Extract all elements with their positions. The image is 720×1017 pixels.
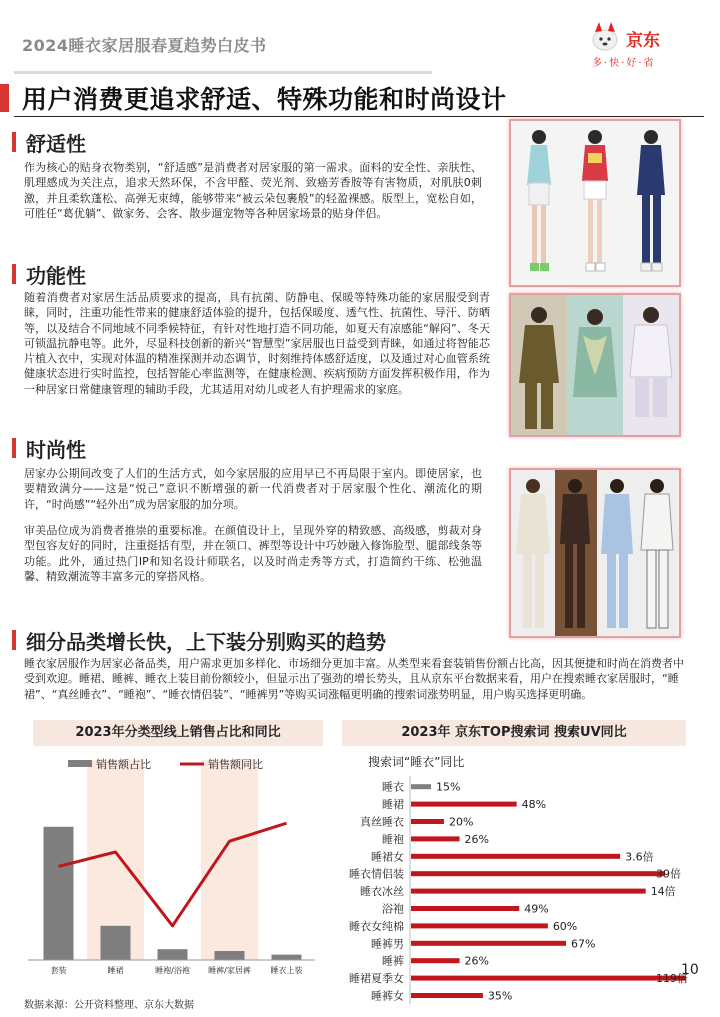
right-chart-title: 2023年 京东TOP搜索词 搜索UV同比 <box>342 720 686 746</box>
bar <box>411 871 665 876</box>
header-divider <box>14 71 432 74</box>
heading-accent-bar <box>0 84 9 112</box>
x-tick-label: 睡衣上装 <box>270 966 303 975</box>
comfort-photo <box>509 119 681 287</box>
bar <box>411 906 519 911</box>
section-accent-bar <box>12 132 16 152</box>
search-uv-chart <box>338 750 698 1003</box>
bar <box>411 923 548 928</box>
bar <box>101 926 131 960</box>
x-tick-label: 睡裤/家居裤 <box>208 966 251 975</box>
bar <box>411 889 646 894</box>
y-tick-label: 睡衣 <box>382 780 404 794</box>
y-tick-label: 睡裤女 <box>371 989 404 1003</box>
bar <box>272 955 302 960</box>
data-label: 20% <box>448 815 474 829</box>
fashion-photo <box>509 468 681 638</box>
page-header <box>0 0 720 78</box>
fashion-paragraph-1: 居家办公期间改变了人们的生活方式，如今家居服的应用早已不再局限于室内。即使居家，也要精致满分——这是“悦己”意识不断增强的新一代消费者对于居家服个性化、潮流化的期许，“时尚感”“轻外出”成为居家服的加分项。 <box>24 467 482 511</box>
x-tick-label: 睡袍/浴袍 <box>155 966 190 975</box>
data-label: 48% <box>521 798 547 812</box>
bar <box>411 836 460 841</box>
bar <box>411 958 460 963</box>
y-tick-label: 睡衣情侣装 <box>349 867 404 881</box>
sales-share-chart <box>24 750 324 982</box>
report-title: 2024睡衣家居服春夏趋势白皮书 <box>22 36 267 55</box>
function-paragraph: 随着消费者对家居生活品质要求的提高，具有抗菌、防静电、保暖等特殊功能的家居服受到青睐，同时，注重功能性带来的健康舒适体验的提升，包括保暖度、透气性、抗菌性、导汗、防晒等，以及结合不同地域不同季候特征，有针对性地打造不同功能，如夏天有凉感能“解闷”、冬天可锁温抗静电等。此外，尽显科技创新的新兴“智慧型”家居服也日益受到青睐，如通过将智能芯片植入衣中，实现对体温的精准探测并动态调节，时刻维持体感舒适度，以及通过对心血管系统健康状态进行实时监控，包括智能心率监测等，在健康检测、疾病预防方面发挥积极作用，作为一种居家日常健康管理的辅助手段，尤其适用对幼儿或老人有护理需求的家庭。 <box>24 291 490 396</box>
jd-dog-icon <box>588 20 622 54</box>
y-tick-label: 睡袍 <box>382 832 404 846</box>
bar <box>44 827 74 960</box>
y-tick-label: 睡裙夏季女 <box>349 972 404 986</box>
bar <box>411 941 566 946</box>
y-tick-label: 真丝睡衣 <box>360 815 404 829</box>
y-tick-label: 睡裙女 <box>371 850 404 864</box>
jd-logo <box>588 18 688 70</box>
section-accent-bar <box>12 630 16 650</box>
y-tick-label: 睡衣女纯棉 <box>349 919 404 933</box>
bar <box>411 802 517 807</box>
page-title: 用户消费更追求舒适、特殊功能和时尚设计 <box>22 85 507 114</box>
y-tick-label: 睡裙 <box>382 798 404 812</box>
bar <box>158 949 188 960</box>
bar <box>411 993 483 998</box>
logo-slogan: 多·快·好·省 <box>592 58 656 69</box>
y-tick-label: 睡裤 <box>382 954 404 968</box>
highlight-band <box>201 760 258 960</box>
data-label: 26% <box>464 954 490 968</box>
y-tick-label: 睡衣冰丝 <box>360 885 404 899</box>
data-label: 39倍 <box>656 867 681 881</box>
data-label: 67% <box>571 937 596 951</box>
data-source: 数据来源：公开资料整理、京东大数据 <box>24 1000 194 1011</box>
function-photo <box>509 293 681 437</box>
data-label: 35% <box>487 989 513 1003</box>
page-heading <box>0 80 720 112</box>
data-label: 3.6倍 <box>625 850 654 864</box>
left-chart-title: 2023年分类型线上销售占比和同比 <box>33 720 323 746</box>
chart-legend <box>68 757 263 771</box>
comfort-paragraph: 作为核心的贴身衣物类别，“舒适感”是消费者对居家服的第一需求。面料的安全性、亲肤性、肌理感成为关注点，追求天然环保，不含甲醛、荧光剂、致癌芳香胺等有害物质，对肌肤0刺激，并且柔软蓬松、高弹无束缚，能够带来“被云朵包裹般”的轻盈裸感。版型上，宽松自如，可胜任“葛优躺”、做家务、会客、散步遛宠物等各种居家场景的贴身伴侣。 <box>24 161 482 220</box>
legend-swatch-bar <box>68 760 92 767</box>
growth-paragraph: 睡衣家居服作为居家必备品类，用户需求更加多样化、市场细分更加丰富。从类型来看套装销售份额占比高，因其便捷和时尚在消费者中受到欢迎。睡裙、睡裤、睡衣上装目前份额较小，但显示出了强劲的增长势头，且从京东平台数据来看，用户在搜索睡衣家居服时，“睡裙”、“真丝睡衣”、“睡袍”、“睡衣情侣装”、“睡裤男”等购买词涨幅更明确的搜索词涨势明显，用户购买选择更明确。 <box>24 657 684 701</box>
fashion-paragraph-2: 审美品位成为消费者推崇的重要标准。在颜值设计上，呈现外穿的精致感、高级感，剪裁对身型包容友好的同时，注重挺括有型，并在领口、裤型等设计中巧妙融入修饰脸型、腿部线条等功能。此外，通过热门IP和知名设计师联名，以及时尚走秀等方式，打造简约干练、松弛温馨、精致潮流等丰富多元的穿搭风格。 <box>24 524 482 583</box>
bar <box>215 951 245 960</box>
data-label: 60% <box>552 919 578 933</box>
data-label: 26% <box>464 832 490 846</box>
bar <box>411 854 620 859</box>
x-tick-label: 睡裙 <box>107 966 124 975</box>
bar <box>411 784 431 789</box>
y-tick-label: 睡裤男 <box>371 937 404 951</box>
section-accent-bar <box>12 264 16 284</box>
data-label: 14倍 <box>650 885 676 899</box>
logo-name: 京东 <box>626 31 660 51</box>
y-tick-label: 浴袍 <box>382 902 404 916</box>
page-number: 10 <box>681 962 699 978</box>
bar <box>411 819 444 824</box>
data-label: 119倍 <box>656 972 688 986</box>
legend-label: 销售额同比 <box>208 758 263 771</box>
x-tick-label: 套装 <box>50 966 67 975</box>
data-label: 49% <box>524 902 549 916</box>
bar <box>411 976 686 981</box>
section-accent-bar <box>12 438 16 458</box>
legend-label: 销售额占比 <box>96 758 151 771</box>
chart-subtitle: 搜索词“睡衣”同比 <box>368 755 465 769</box>
data-label: 15% <box>436 780 461 794</box>
heading-rule <box>14 116 704 117</box>
